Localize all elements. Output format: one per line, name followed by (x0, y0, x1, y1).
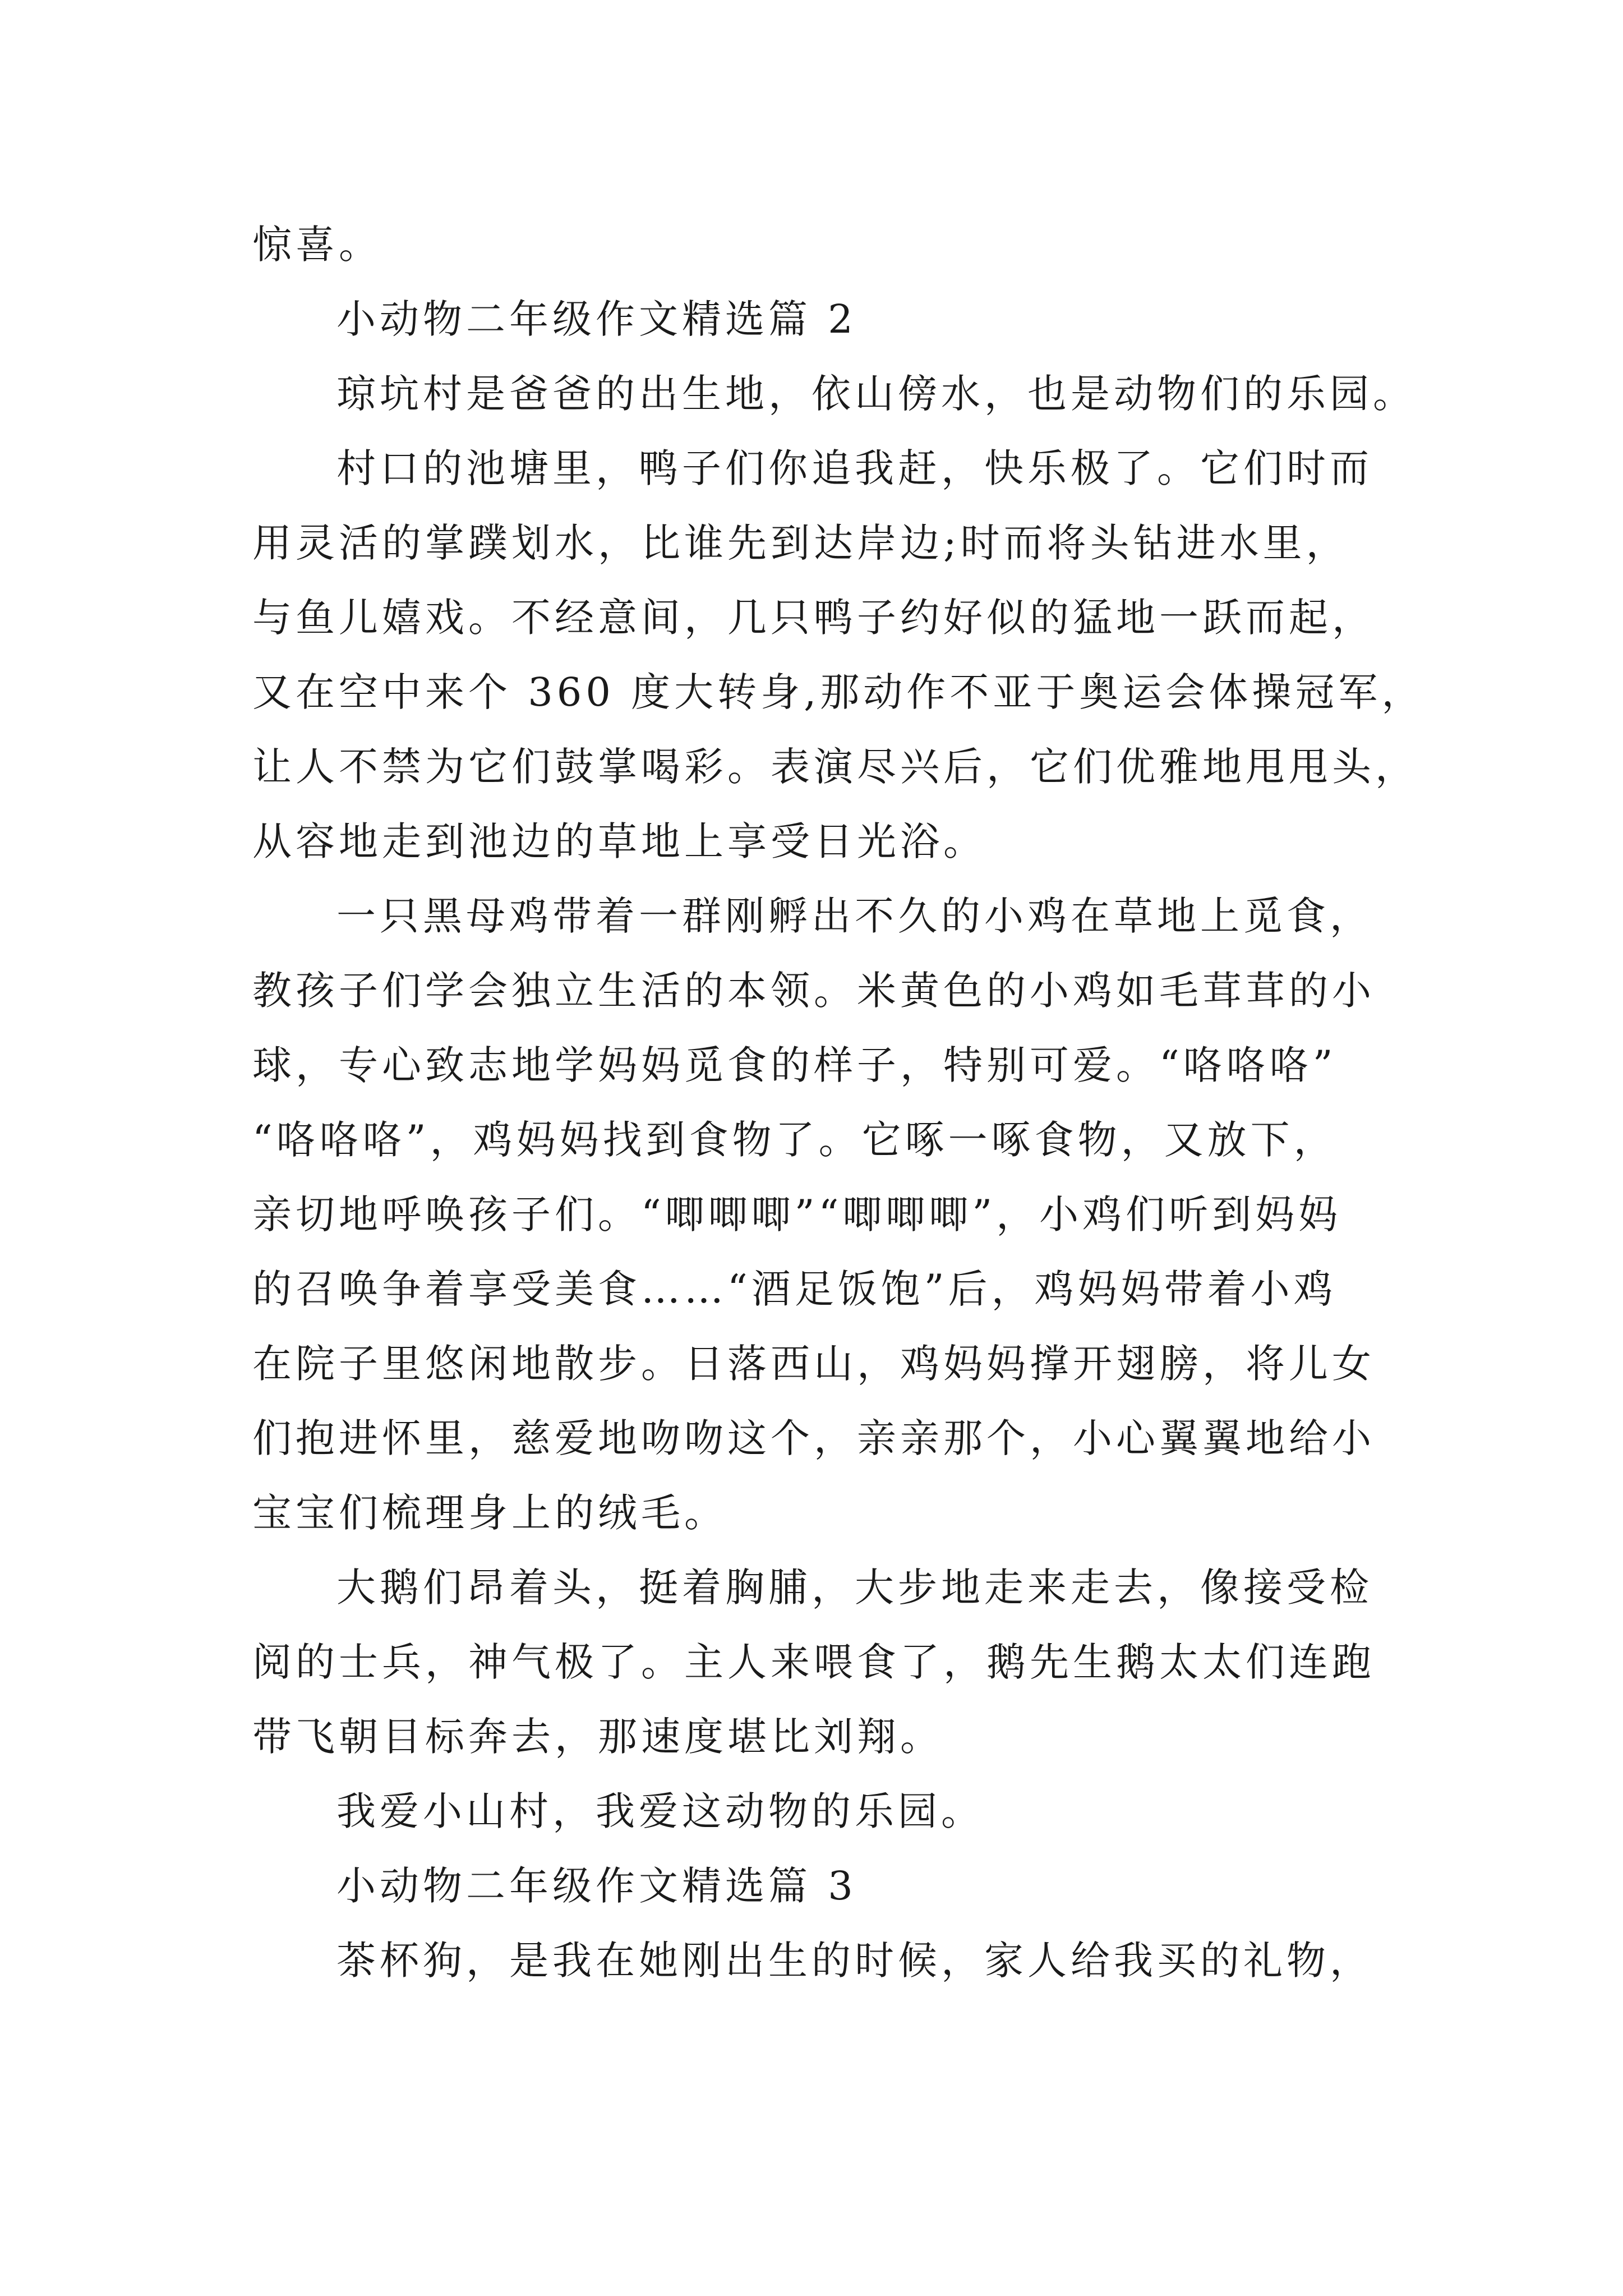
text-line: 的召唤争着享受美食……“酒足饭饱”后，鸡妈妈带着小鸡 (252, 1266, 1337, 1312)
text-line: 与鱼儿嬉戏。不经意间，几只鸭子约好似的猛地一跃而起， (252, 595, 1375, 641)
text-line: 教孩子们学会独立生活的本领。米黄色的小鸡如毛茸茸的小 (252, 968, 1375, 1014)
text-line: “咯咯咯”，鸡妈妈找到食物了。它啄一啄食物，又放下， (252, 1117, 1337, 1163)
text-line: 在院子里悠闲地散步。日落西山，鸡妈妈撑开翅膀，将儿女 (252, 1341, 1375, 1387)
text-line: 村口的池塘里，鸭子们你追我赶，快乐极了。它们时而 (336, 445, 1373, 491)
text-line: 阅的士兵，神气极了。主人来喂食了，鹅先生鹅太太们连跑 (252, 1639, 1375, 1685)
section-heading: 小动物二年级作文精选篇 2 (336, 296, 857, 342)
text-line: 琼坑村是爸爸的出生地，依山傍水，也是动物们的乐园。 (336, 371, 1416, 417)
text-line: 带飞朝目标奔去，那速度堪比刘翔。 (252, 1714, 943, 1760)
section-heading: 小动物二年级作文精选篇 3 (336, 1863, 857, 1909)
text-line: 宝宝们梳理身上的绒毛。 (252, 1490, 727, 1536)
text-line: 让人不禁为它们鼓掌喝彩。表演尽兴后，它们优雅地甩甩头， (252, 744, 1418, 790)
text-line: 一只黑母鸡带着一群刚孵出不久的小鸡在草地上觅食， (336, 893, 1373, 939)
text-line: 又在空中来个 360 度大转身,那动作不亚于奥运会体操冠军， (252, 669, 1425, 715)
text-line: 球，专心致志地学妈妈觅食的样子，特别可爱。“咯咯咯” (252, 1042, 1337, 1088)
text-line: 亲切地呼唤孩子们。“唧唧唧”“唧唧唧”，小鸡们听到妈妈 (252, 1191, 1342, 1237)
document-page (252, 208, 1425, 1998)
text-line: 我爱小山村，我爱这动物的乐园。 (336, 1788, 984, 1834)
text-line: 们抱进怀里，慈爱地吻吻这个，亲亲那个，小心翼翼地给小 (252, 1415, 1375, 1461)
text-line: 茶杯狗，是我在她刚出生的时候，家人给我买的礼物， (336, 1938, 1373, 1984)
text-line: 大鹅们昂着头，挺着胸脯，大步地走来走去，像接受检 (336, 1565, 1373, 1611)
text-line: 用灵活的掌蹼划水，比谁先到达岸边;时而将头钻进水里， (252, 520, 1349, 566)
text-line: 从容地走到池边的草地上享受日光浴。 (252, 818, 986, 864)
text-line: 惊喜。 (252, 222, 382, 268)
